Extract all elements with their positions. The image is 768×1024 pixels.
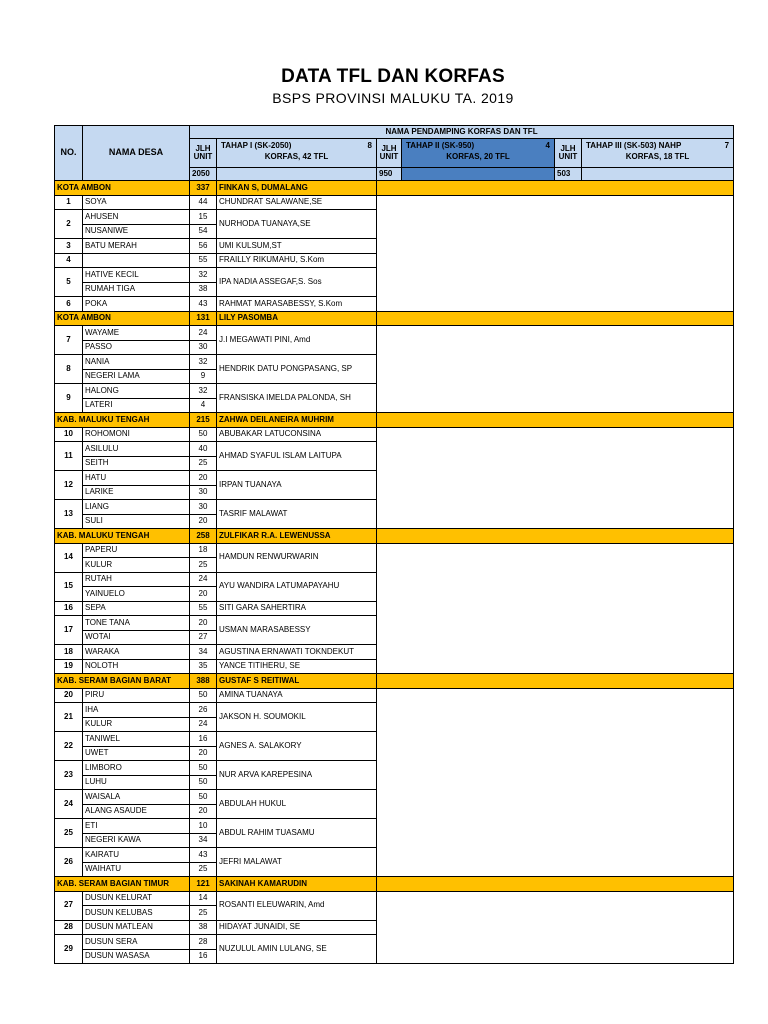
desa-unit: 50 xyxy=(190,790,217,805)
desa-name: DUSUN SERA xyxy=(83,935,190,950)
group-row xyxy=(55,413,734,428)
desa-unit: 30 xyxy=(190,340,217,355)
row-no: 5 xyxy=(55,268,83,297)
tfl-name: SITI GARA SAHERTIRA xyxy=(217,601,377,616)
tfl-name: ROSANTI ELEUWARIN, Amd xyxy=(217,891,377,920)
desa-name: WAYAME xyxy=(83,326,190,341)
desa-unit: 15 xyxy=(190,210,217,225)
desa-unit: 20 xyxy=(190,514,217,529)
row-no: 1 xyxy=(55,195,83,210)
desa-name: KULUR xyxy=(83,717,190,732)
header-tahap-3 xyxy=(582,139,734,168)
desa-unit: 50 xyxy=(190,775,217,790)
tahap1-total: 2050 xyxy=(190,168,217,181)
desa-name: SULI xyxy=(83,514,190,529)
desa-unit: 34 xyxy=(190,833,217,848)
desa-name: NEGERI LAMA xyxy=(83,369,190,384)
group-total: 258 xyxy=(190,529,217,544)
group-korfas: ZAHWA DEILANEIRA MUHRIM xyxy=(217,413,377,428)
desa-name: KULUR xyxy=(83,558,190,573)
empty-area xyxy=(377,326,734,413)
desa-unit: 28 xyxy=(190,935,217,950)
table-row xyxy=(55,688,734,703)
desa-name: BATU MERAH xyxy=(83,239,190,254)
desa-name: DUSUN MATLEAN xyxy=(83,920,190,935)
desa-name xyxy=(83,253,190,268)
tahap2-total-spacer xyxy=(402,168,555,181)
row-no: 26 xyxy=(55,848,83,877)
tfl-name: CHUNDRAT SALAWANE,SE xyxy=(217,195,377,210)
desa-name: LIMBORO xyxy=(83,761,190,776)
tfl-name: YANCE TITIHERU, SE xyxy=(217,659,377,674)
group-row xyxy=(55,674,734,689)
unit-label: UNIT xyxy=(379,152,399,161)
group-name: KOTA AMBON xyxy=(55,311,190,326)
group-name: KOTA AMBON xyxy=(55,181,190,196)
desa-unit: 20 xyxy=(190,471,217,486)
desa-unit: 25 xyxy=(190,456,217,471)
row-no: 11 xyxy=(55,442,83,471)
tfl-name: UMI KULSUM,ST xyxy=(217,239,377,254)
desa-unit: 56 xyxy=(190,239,217,254)
empty-area xyxy=(377,688,734,877)
desa-unit: 25 xyxy=(190,558,217,573)
empty-area xyxy=(377,891,734,964)
tfl-name: RAHMAT MARASABESSY, S.Kom xyxy=(217,297,377,312)
page-title: DATA TFL DAN KORFAS xyxy=(281,66,505,87)
desa-unit: 54 xyxy=(190,224,217,239)
desa-name: LUHU xyxy=(83,775,190,790)
unit-label: UNIT xyxy=(193,152,213,161)
desa-unit: 10 xyxy=(190,819,217,834)
table-row xyxy=(55,891,734,906)
desa-unit: 35 xyxy=(190,659,217,674)
group-row xyxy=(55,181,734,196)
table-row xyxy=(55,326,734,341)
desa-name: ROHOMONI xyxy=(83,427,190,442)
jlh-label: JLH xyxy=(560,143,576,153)
tfl-name: JEFRI MALAWAT xyxy=(217,848,377,877)
empty-area xyxy=(377,427,734,529)
row-no: 9 xyxy=(55,384,83,413)
row-no: 25 xyxy=(55,819,83,848)
row-no: 28 xyxy=(55,920,83,935)
desa-name: KAIRATU xyxy=(83,848,190,863)
desa-unit: 20 xyxy=(190,616,217,631)
group-name: KAB. MALUKU TENGAH xyxy=(55,413,190,428)
group-name: KAB. SERAM BAGIAN TIMUR xyxy=(55,877,190,892)
row-no: 18 xyxy=(55,645,83,660)
row-no: 7 xyxy=(55,326,83,355)
desa-name: NANIA xyxy=(83,355,190,370)
desa-unit: 38 xyxy=(190,282,217,297)
desa-name: PASSO xyxy=(83,340,190,355)
group-korfas: ZULFIKAR R.A. LEWENUSSA xyxy=(217,529,377,544)
desa-name: LIANG xyxy=(83,500,190,515)
desa-name: WAISALA xyxy=(83,790,190,805)
table-row xyxy=(55,195,734,210)
desa-name: PAPERU xyxy=(83,543,190,558)
empty-area xyxy=(377,195,734,311)
desa-name: PIRU xyxy=(83,688,190,703)
desa-unit: 18 xyxy=(190,543,217,558)
desa-name: NEGERI KAWA xyxy=(83,833,190,848)
row-no: 4 xyxy=(55,253,83,268)
desa-name: DUSUN KELUBAS xyxy=(83,906,190,921)
desa-name: ALANG ASAUDE xyxy=(83,804,190,819)
header-nama-desa: NAMA DESA xyxy=(83,126,190,181)
tahap2-label: TAHAP II (SK-950) xyxy=(406,141,475,150)
tfl-name: ABDULAH HUKUL xyxy=(217,790,377,819)
desa-unit: 16 xyxy=(190,949,217,964)
row-no: 24 xyxy=(55,790,83,819)
header-jlh-unit-3 xyxy=(555,139,582,168)
desa-unit: 30 xyxy=(190,500,217,515)
tahap1-num: 8 xyxy=(367,141,372,150)
header-tahap-2 xyxy=(402,139,555,168)
desa-name: SOYA xyxy=(83,195,190,210)
desa-unit: 44 xyxy=(190,195,217,210)
tfl-name: HENDRIK DATU PONGPASANG, SP xyxy=(217,355,377,384)
tfl-name: ABDUL RAHIM TUASAMU xyxy=(217,819,377,848)
row-no: 27 xyxy=(55,891,83,920)
row-no: 16 xyxy=(55,601,83,616)
row-no: 21 xyxy=(55,703,83,732)
row-no: 3 xyxy=(55,239,83,254)
unit-label: UNIT xyxy=(558,152,578,161)
group-korfas: GUSTAF S REITIWAL xyxy=(217,674,377,689)
desa-unit: 20 xyxy=(190,804,217,819)
desa-name: YAINUELO xyxy=(83,587,190,602)
tfl-name: NUZULUL AMIN LULANG, SE xyxy=(217,935,377,964)
desa-name: AHUSEN xyxy=(83,210,190,225)
group-blank xyxy=(377,181,734,196)
desa-unit: 43 xyxy=(190,297,217,312)
desa-unit: 27 xyxy=(190,630,217,645)
desa-unit: 50 xyxy=(190,427,217,442)
group-blank xyxy=(377,529,734,544)
row-no: 20 xyxy=(55,688,83,703)
row-no: 6 xyxy=(55,297,83,312)
header-jlh-unit-2 xyxy=(377,139,402,168)
header-jlh-unit-1 xyxy=(190,139,217,168)
group-row xyxy=(55,311,734,326)
desa-name: HALONG xyxy=(83,384,190,399)
data-table xyxy=(54,125,734,964)
tahap3-label: TAHAP III (SK-503) NAHP xyxy=(586,141,682,150)
group-korfas: SAKINAH KAMARUDIN xyxy=(217,877,377,892)
tahap3-korfas: KORFAS, 18 TFL xyxy=(625,152,690,161)
tfl-name: AHMAD SYAFUL ISLAM LAITUPA xyxy=(217,442,377,471)
desa-name: UWET xyxy=(83,746,190,761)
desa-name: RUMAH TIGA xyxy=(83,282,190,297)
desa-unit: 55 xyxy=(190,601,217,616)
row-no: 29 xyxy=(55,935,83,964)
desa-unit: 25 xyxy=(190,906,217,921)
desa-unit: 20 xyxy=(190,746,217,761)
desa-name: HATU xyxy=(83,471,190,486)
group-row xyxy=(55,877,734,892)
desa-unit: 34 xyxy=(190,645,217,660)
desa-unit: 26 xyxy=(190,703,217,718)
desa-unit: 16 xyxy=(190,732,217,747)
group-blank xyxy=(377,413,734,428)
header-span: NAMA PENDAMPING KORFAS DAN TFL xyxy=(190,126,734,139)
table-row xyxy=(55,543,734,558)
desa-name: WARAKA xyxy=(83,645,190,660)
tfl-name: J.I MEGAWATI PINI, Amd xyxy=(217,326,377,355)
group-total: 121 xyxy=(190,877,217,892)
tfl-name: AMINA TUANAYA xyxy=(217,688,377,703)
desa-unit: 24 xyxy=(190,326,217,341)
tahap1-total-spacer xyxy=(217,168,377,181)
desa-name: ASILULU xyxy=(83,442,190,457)
empty-area xyxy=(377,543,734,674)
row-no: 12 xyxy=(55,471,83,500)
header-row-1 xyxy=(55,126,734,139)
tahap2-num: 4 xyxy=(545,141,550,150)
desa-name: POKA xyxy=(83,297,190,312)
group-name: KAB. MALUKU TENGAH xyxy=(55,529,190,544)
tahap3-total-spacer xyxy=(582,168,734,181)
row-no: 22 xyxy=(55,732,83,761)
desa-name: SEITH xyxy=(83,456,190,471)
row-no: 8 xyxy=(55,355,83,384)
desa-unit: 24 xyxy=(190,717,217,732)
tfl-name: IPA NADIA ASSEGAF,S. Sos xyxy=(217,268,377,297)
tahap3-num: 7 xyxy=(724,141,730,150)
group-total: 131 xyxy=(190,311,217,326)
tfl-name: USMAN MARASABESSY xyxy=(217,616,377,645)
jlh-label: JLH xyxy=(195,143,211,153)
row-no: 13 xyxy=(55,500,83,529)
tfl-name: AYU WANDIRA LATUMAPAYAHU xyxy=(217,572,377,601)
tfl-name: HAMDUN RENWURWARIN xyxy=(217,543,377,572)
desa-unit: 14 xyxy=(190,891,217,906)
desa-name: LARIKE xyxy=(83,485,190,500)
group-blank xyxy=(377,311,734,326)
desa-name: NOLOTH xyxy=(83,659,190,674)
tahap2-total: 950 xyxy=(377,168,402,181)
group-name: KAB. SERAM BAGIAN BARAT xyxy=(55,674,190,689)
tahap1-korfas: KORFAS, 42 TFL xyxy=(264,152,329,161)
row-no: 19 xyxy=(55,659,83,674)
desa-name: ETI xyxy=(83,819,190,834)
tfl-name: FRAILLY RIKUMAHU, S.Kom xyxy=(217,253,377,268)
group-row xyxy=(55,529,734,544)
page-subtitle: BSPS PROVINSI MALUKU TA. 2019 xyxy=(272,90,514,106)
desa-name: HATIVE KECIL xyxy=(83,268,190,283)
group-total: 337 xyxy=(190,181,217,196)
tahap3-total: 503 xyxy=(555,168,582,181)
desa-name: NUSANIWE xyxy=(83,224,190,239)
desa-name: LATERI xyxy=(83,398,190,413)
desa-unit: 25 xyxy=(190,862,217,877)
desa-unit: 50 xyxy=(190,688,217,703)
tahap1-label: TAHAP I (SK-2050) xyxy=(221,141,292,150)
header-no: NO. xyxy=(55,126,83,181)
desa-name: RUTAH xyxy=(83,572,190,587)
desa-name: TANIWEL xyxy=(83,732,190,747)
desa-unit: 43 xyxy=(190,848,217,863)
group-blank xyxy=(377,877,734,892)
table-body xyxy=(55,126,734,964)
desa-unit: 32 xyxy=(190,268,217,283)
tfl-name: TASRIF MALAWAT xyxy=(217,500,377,529)
tfl-name: JAKSON H. SOUMOKIL xyxy=(217,703,377,732)
desa-unit: 4 xyxy=(190,398,217,413)
group-total: 388 xyxy=(190,674,217,689)
desa-name: WOTAI xyxy=(83,630,190,645)
tfl-name: IRPAN TUANAYA xyxy=(217,471,377,500)
tahap2-korfas: KORFAS, 20 TFL xyxy=(446,152,510,161)
desa-unit: 50 xyxy=(190,761,217,776)
tfl-name: ABUBAKAR LATUCONSINA xyxy=(217,427,377,442)
tfl-name: AGUSTINA ERNAWATI TOKNDEKUT xyxy=(217,645,377,660)
row-no: 15 xyxy=(55,572,83,601)
desa-unit: 20 xyxy=(190,587,217,602)
table-row xyxy=(55,427,734,442)
jlh-label: JLH xyxy=(381,143,397,153)
group-korfas: LILY PASOMBA xyxy=(217,311,377,326)
row-no: 17 xyxy=(55,616,83,645)
desa-unit: 38 xyxy=(190,920,217,935)
desa-unit: 9 xyxy=(190,369,217,384)
tfl-name: NURHODA TUANAYA,SE xyxy=(217,210,377,239)
tfl-name: AGNES A. SALAKORY xyxy=(217,732,377,761)
tfl-name: NUR ARVA KAREPESINA xyxy=(217,761,377,790)
desa-unit: 40 xyxy=(190,442,217,457)
desa-unit: 24 xyxy=(190,572,217,587)
desa-name: DUSUN WASASA xyxy=(83,949,190,964)
desa-name: IHA xyxy=(83,703,190,718)
row-no: 14 xyxy=(55,543,83,572)
header-tahap-1 xyxy=(217,139,377,168)
desa-unit: 55 xyxy=(190,253,217,268)
row-no: 2 xyxy=(55,210,83,239)
row-no: 10 xyxy=(55,427,83,442)
desa-name: TONE TANA xyxy=(83,616,190,631)
desa-unit: 32 xyxy=(190,355,217,370)
desa-unit: 32 xyxy=(190,384,217,399)
desa-name: DUSUN KELURAT xyxy=(83,891,190,906)
tfl-name: HIDAYAT JUNAIDI, SE xyxy=(217,920,377,935)
row-no: 23 xyxy=(55,761,83,790)
group-korfas: FINKAN S, DUMALANG xyxy=(217,181,377,196)
desa-unit: 30 xyxy=(190,485,217,500)
desa-name: SEPA xyxy=(83,601,190,616)
group-total: 215 xyxy=(190,413,217,428)
desa-name: WAIHATU xyxy=(83,862,190,877)
tfl-name: FRANSISKA IMELDA PALONDA, SH xyxy=(217,384,377,413)
group-blank xyxy=(377,674,734,689)
